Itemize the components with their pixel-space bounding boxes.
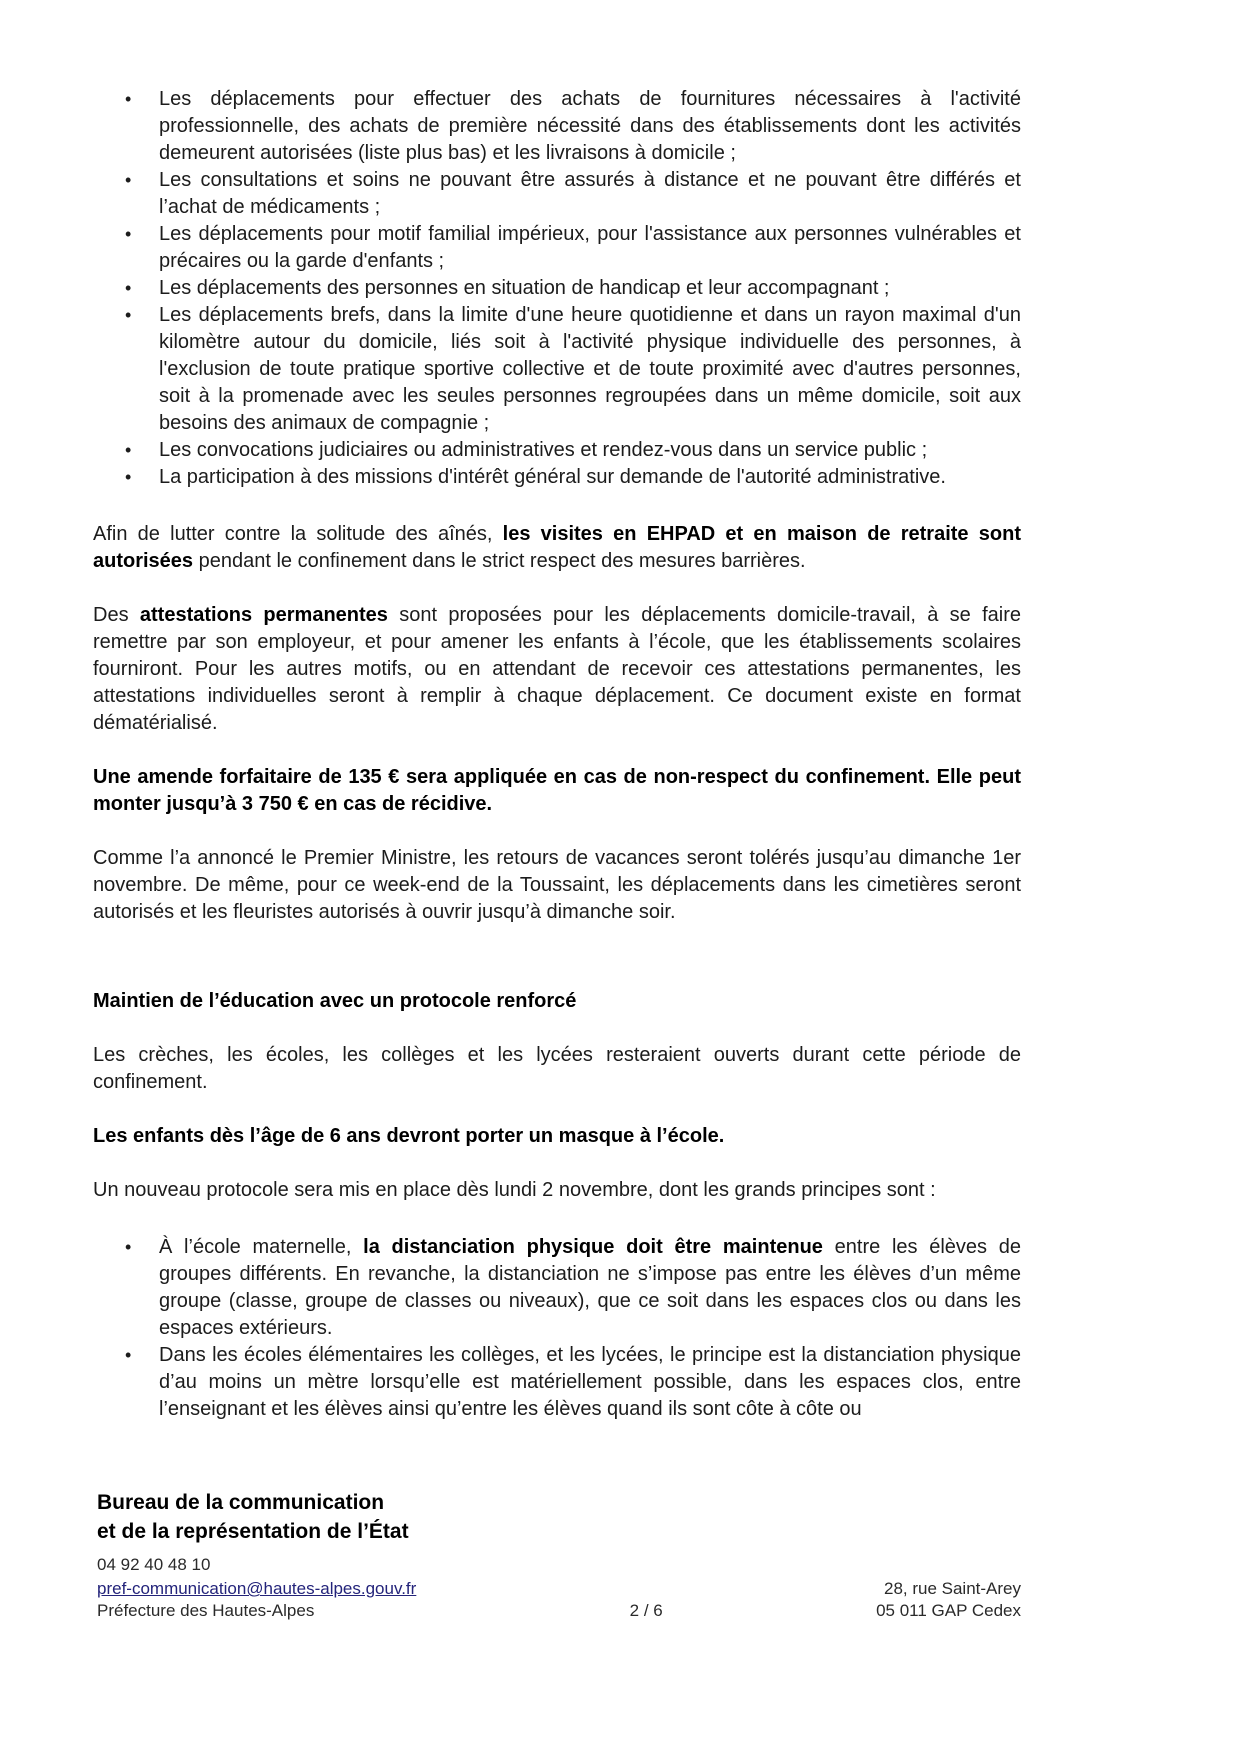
footer-address-line1: 28, rue Saint-Arey bbox=[883, 1579, 1021, 1598]
bullet-icon: • bbox=[125, 440, 132, 460]
list-item bbox=[125, 167, 1021, 221]
protocol-bullet-list bbox=[125, 1234, 1021, 1423]
list-item bbox=[125, 86, 1021, 167]
list-item-text: Les déplacements des personnes en situation de handicap et leur accompagnant ; bbox=[159, 277, 890, 299]
footer-phone: 04 92 40 48 10 bbox=[97, 1555, 211, 1574]
footer-left-column bbox=[97, 1578, 586, 1622]
list-item-text: Les convocations judiciaires ou administratives et rendez-vous dans un service public ; bbox=[159, 439, 928, 461]
paragraph-fine-amount: Une amende forfaitaire de 135 € sera appliquée en cas de non-respect du confinement. Elle peut monter jusqu’à 3 750 € en cas de récidive. bbox=[93, 766, 1021, 815]
list-item-text: Les déplacements pour motif familial impérieux, pour l'assistance aux personnes vulnérables et précaires ou la garde d'enfants ; bbox=[159, 223, 1021, 272]
bullet-icon: • bbox=[125, 1237, 132, 1257]
footer-address bbox=[706, 1578, 1021, 1622]
email-link[interactable]: pref-communication@hautes-alpes.gouv.fr bbox=[97, 1579, 417, 1598]
list-item-text: Les consultations et soins ne pouvant être assurés à distance et ne pouvant être différés et l’achat de médicaments ; bbox=[159, 169, 1021, 218]
bullet-icon: • bbox=[125, 278, 132, 298]
bullet-icon: • bbox=[125, 170, 132, 190]
bullet-icon: • bbox=[125, 305, 132, 325]
footer-office-name bbox=[97, 1488, 1021, 1546]
section-heading-education: Maintien de l’éducation avec un protocole renforcé bbox=[93, 990, 577, 1012]
bullet-icon: • bbox=[125, 1345, 132, 1365]
paragraph-mask-age: Les enfants dès l’âge de 6 ans devront porter un masque à l’école. bbox=[93, 1125, 725, 1147]
bullet-icon: • bbox=[125, 467, 132, 487]
list-item bbox=[125, 275, 1021, 302]
footer-address-line2: 05 011 GAP Cedex bbox=[876, 1601, 1021, 1620]
document-body bbox=[93, 86, 1021, 1423]
footer-office-line1: Bureau de la communication bbox=[97, 1491, 385, 1514]
list-item bbox=[125, 437, 1021, 464]
paragraph-vacation-returns: Comme l’a annoncé le Premier Ministre, les retours de vacances seront tolérés jusqu’au dimanche 1er novembre. De même, pour ce week-end de la Toussaint, les déplacements dans les cimetières seront autorisés et les fleuristes autorisés à ouvrir jusqu’à dimanche soir. bbox=[93, 847, 1021, 923]
paragraph-schools-open: Les crèches, les écoles, les collèges et les lycées resteraient ouverts durant cette période de confinement. bbox=[93, 1044, 1021, 1093]
list-item bbox=[125, 464, 1021, 491]
list-item-text: Dans les écoles élémentaires les collèges, et les lycées, le principe est la distanciation physique d’au moins un mètre lorsqu’elle est matériellement possible, dans les espaces clos, entre l’enseignant et les élèves ainsi qu’entre les élèves quand ils sont côte à côte ou bbox=[159, 1344, 1021, 1420]
list-item-text: Les déplacements pour effectuer des achats de fournitures nécessaires à l'activité professionnelle, des achats de première nécessité dans des établissements dont les activités demeurent autorisées (liste plus bas) et les livraisons à domicile ; bbox=[159, 88, 1021, 164]
page-footer bbox=[97, 1488, 1021, 1622]
list-item bbox=[125, 302, 1021, 437]
list-item-text: À l’école maternelle, la distanciation physique doit être maintenue entre les élèves de groupes différents. En revanche, la distanciation ne s’impose pas entre les élèves d’un même groupe (classe, groupe de classes ou niveaux), que ce soit dans les espaces clos ou dans les espaces extérieurs. bbox=[159, 1236, 1022, 1339]
footer-org-name: Préfecture des Hautes-Alpes bbox=[97, 1601, 315, 1620]
list-item bbox=[125, 221, 1021, 275]
list-item bbox=[125, 1234, 1021, 1342]
page-number: 2 / 6 bbox=[629, 1601, 663, 1620]
list-item bbox=[125, 1342, 1021, 1423]
paragraph-new-protocol: Un nouveau protocole sera mis en place dès lundi 2 novembre, dont les grands principes sont : bbox=[93, 1179, 936, 1201]
bullet-icon: • bbox=[125, 224, 132, 244]
bullet-icon: • bbox=[125, 89, 132, 109]
paragraph-ehpad-visits: Afin de lutter contre la solitude des aînés, les visites en EHPAD et en maison de retraite sont autorisées pendant le confinement dans le strict respect des mesures barrières. bbox=[93, 523, 1021, 572]
footer-bottom-row bbox=[97, 1578, 1021, 1622]
paragraph-attestations: Des attestations permanentes sont proposées pour les déplacements domicile-travail, à se faire remettre par son employeur, et pour amener les enfants à l’école, que les établissements scolaires fourniront. Pour les autres motifs, ou en attendant de recevoir ces attestations permanentes, les attestations individuelles seront à remplir à chaque déplacement. Ce document existe en format dématérialisé. bbox=[93, 604, 1022, 734]
list-item-text: La participation à des missions d'intérêt général sur demande de l'autorité administrative. bbox=[159, 466, 946, 488]
list-item-text: Les déplacements brefs, dans la limite d'une heure quotidienne et dans un rayon maximal d'un kilomètre autour du domicile, liés soit à l'activité physique individuelle des personnes, à l'exclusion de toute pratique sportive collective et de toute proximité avec d'autres personnes, soit à la promenade avec les seules personnes regroupées dans un même domicile, soit aux besoins des animaux de compagnie ; bbox=[159, 304, 1021, 434]
footer-office-line2: et de la représentation de l’État bbox=[97, 1520, 409, 1543]
footer-email-row bbox=[97, 1578, 586, 1600]
allowed-travel-bullet-list bbox=[125, 86, 1021, 491]
